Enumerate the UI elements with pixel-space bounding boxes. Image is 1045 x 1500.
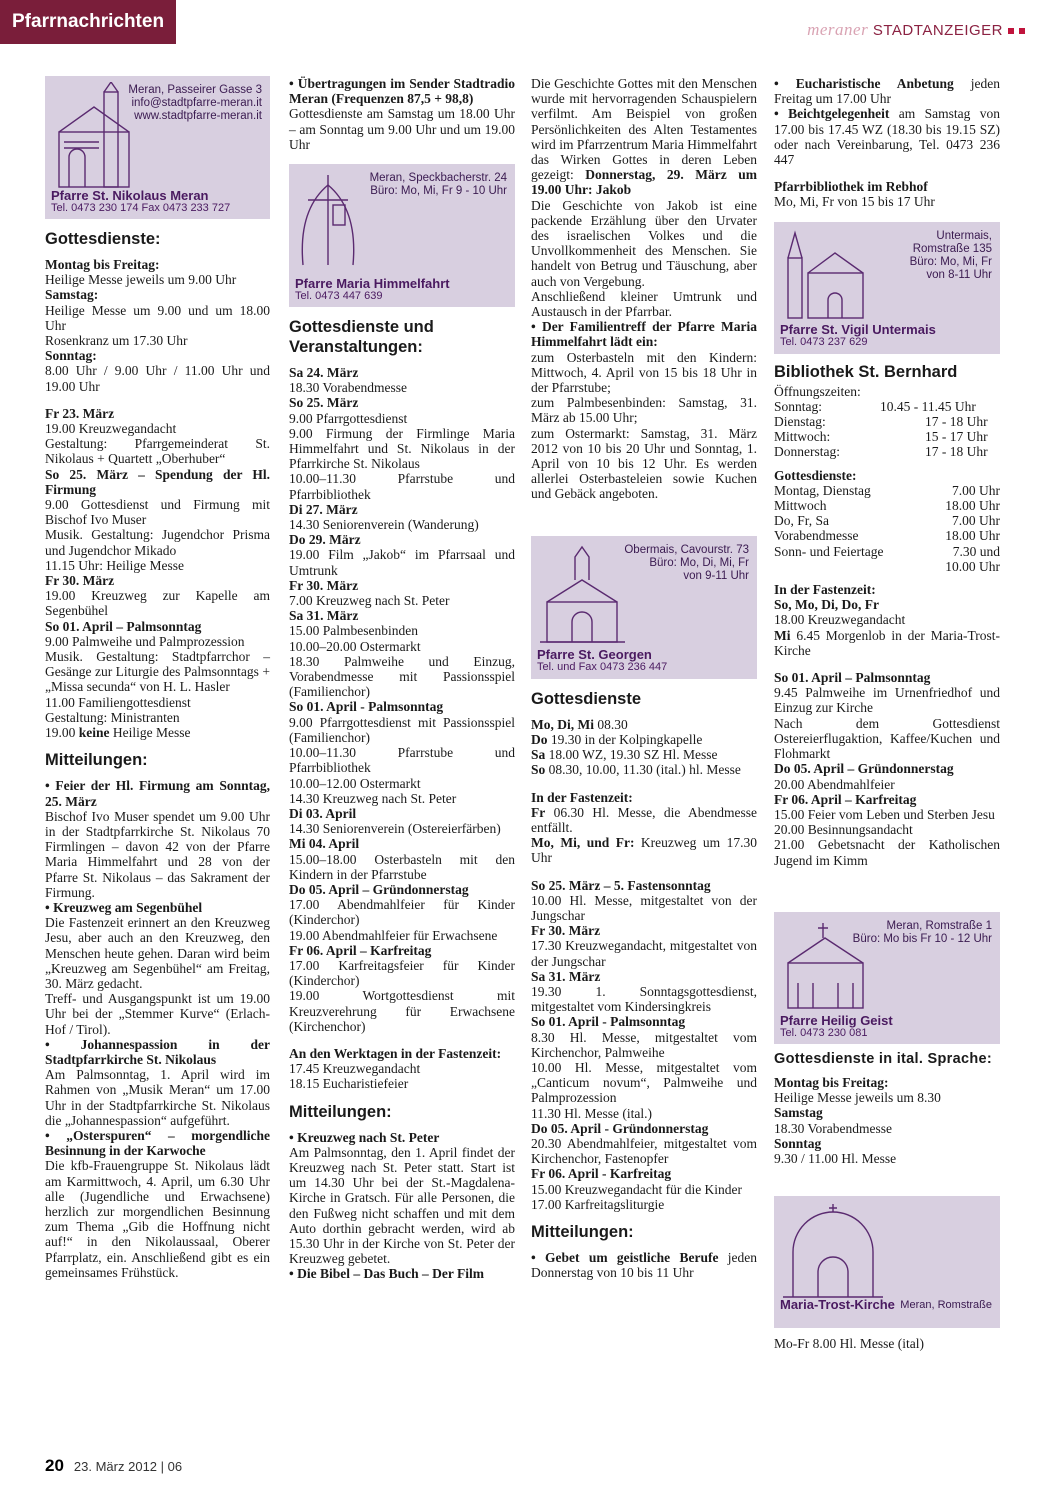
parish-card-st-nikolaus xyxy=(45,76,270,219)
parish-card-maria-himmelfahrt xyxy=(289,164,515,307)
text-line: Pfarrbibliothek im Rebhof xyxy=(774,179,928,195)
text-line: Heilige Messe jeweils um 8.30 xyxy=(774,1090,941,1106)
text-line: 14.30 Kreuzweg nach St. Peter xyxy=(289,790,457,806)
text-line: • Eucharistische Anbetung jeden Freitag um 17.00 Uhr xyxy=(774,76,1000,107)
text-line: 20.00 Abendmahlfeier xyxy=(774,776,895,792)
text-line: In der Fastenzeit: xyxy=(774,582,876,598)
text-line: • Gebet um geistliche Berufe jeden Donnerstag von 10 bis 11 Uhr xyxy=(531,1249,757,1281)
text-line: Fr 30. März xyxy=(531,923,601,939)
church-icon xyxy=(535,542,630,647)
text-line: 14.30 Seniorenverein (Wanderung) xyxy=(289,517,479,533)
text-line: 15.00 Kreuzwegandacht für die Kinder xyxy=(531,1181,743,1197)
text-line: Gottesdienste am Samstag um 18.00 Uhr – am Sonntag um 9.00 Uhr und um 19.00 Uhr xyxy=(289,106,515,152)
text-line: 19.00 Film „Jakob“ im Pfarrsaal und Umtrunk xyxy=(289,547,515,578)
text-line: Fr 30. März xyxy=(45,573,115,589)
card-tel: Tel. 0473 230 174 Fax 0473 233 727 xyxy=(51,201,231,214)
text-line: • „Osterspuren“ – morgendliche Besinnung in der Karwoche xyxy=(45,1127,270,1159)
text-line: Sa 31. März xyxy=(289,608,359,624)
text-line: Treff- und Ausgangspunkt ist um 19.00 Uhr bei der „Stemmer Kurve“ (Erlach-Hof / Tirol). xyxy=(45,991,270,1037)
card-address: Meran, Romstraße 1 Büro: Mo bis Fr 10 - 12 Uhr xyxy=(852,919,992,945)
text-line: So 25. März xyxy=(289,395,359,411)
text-line: Montag bis Freitag: xyxy=(45,257,160,272)
text-line: 17.30 Kreuzwegandacht, mitgestaltet von der Jungschar xyxy=(531,938,757,969)
text-line: 14.30 Seniorenverein (Ostereierfärben) xyxy=(289,821,501,837)
text-line: 9.30 / 11.00 Hl. Messe xyxy=(774,1150,897,1166)
church-icon xyxy=(49,82,139,192)
text-line: Do 19.30 in der Kolpingkapelle xyxy=(531,731,703,747)
text-line: • Kreuzweg nach St. Peter xyxy=(289,1129,440,1145)
card-name: Maria-Trost-Kirche xyxy=(780,1296,895,1312)
text-line: Anschließend kleiner Umtrunk und Austausch in der Pfarrbar. xyxy=(531,288,757,320)
text-line: Am Palmsonntag, 1. April wird im Rahmen von „Musik Meran“ um 17.00 Uhr in der Stadtpfarrkirche St. Nikolaus die „Johannespassion“ aufgeführt. xyxy=(45,1067,270,1128)
text-line: 11.30 Hl. Messe (ital.) xyxy=(531,1105,652,1121)
text-line: Bischof Ivo Muser spendet um 9.00 Uhr in der Stadtpfarrkirche St. Nikolaus 70 Firmlingen – davon 42 von der Pfarre Maria Himmelfahrt und 28 von der Pfarre St. Nikolaus – das Sakrament der Firmung. xyxy=(45,808,270,900)
card-tel: Tel. 0473 230 081 xyxy=(780,1026,868,1039)
text-line: Mo, Mi, Fr von 15 bis 17 Uhr xyxy=(774,194,935,210)
column-3 xyxy=(531,76,757,1280)
text-line: Fr 06. April – Karfreitag xyxy=(774,791,917,807)
text-line: Samstag xyxy=(774,1105,823,1121)
text-line: 9.00 Palmweihe und Palmprozession xyxy=(45,633,245,649)
text-line: Am Palmsonntag, den 1. April findet der Kreuzweg nach St. Peter statt. Start ist um 14.30 Uhr bei der St.-Magdalena-Kirche in Gratsch. Für alle Personen, die den Fußweg nicht schaffen und mit dem Auto dorthin gebracht werden, wird ab 15.30 Uhr in der Kirche von St. Peter der Kreuzweg gebetet. xyxy=(289,1144,515,1267)
text-line: Die kfb-Frauengruppe St. Nikolaus lädt am Karmittwoch, 4. April, um 6.30 Uhr alle (Jugendliche und Erwachsene) herzlich zur morgendlichen Besinnung zum Thema „Gib die Hoffnung nicht auf!“ in den Nikolaussaal, Oberer Pfarrplatz, ein. Anschließend gibt es ein gemeinsames Frühstück. xyxy=(45,1158,270,1280)
text-line: 20.30 Abendmahlfeier, mitgestaltet vom Kirchenchor, Fastenopfer xyxy=(531,1135,757,1167)
text-line: Sa 24. März xyxy=(289,365,359,381)
text-line: 9.00 Pfarrgottesdienst mit Passionsspiel (Familienchor) xyxy=(289,714,515,745)
text-line: 11.00 Familiengottesdienst xyxy=(45,694,191,710)
text-line: zum Palmbesenbinden: Samstag, 31. März ab 15.00 Uhr; xyxy=(531,395,757,426)
issue-date: 23. März 2012 | 06 xyxy=(73,1459,183,1474)
text-line: • Johannespassion in der Stadtpfarrkirche St. Nikolaus xyxy=(45,1036,270,1067)
text-line: 19.00 Wortgottesdienst mit Kreuzverehrung für Erwachsene (Kirchenchor) xyxy=(289,988,515,1034)
text-line: So 25. März – Spendung der Hl. Firmung xyxy=(45,466,270,497)
heading: Gottesdienste: xyxy=(45,230,161,248)
section-title: Pfarrnachrichten xyxy=(0,0,176,44)
text-line: Fr 06.30 Hl. Messe, die Abendmesse entfällt. xyxy=(531,804,757,835)
card-address: Meran, Speckbacherstr. 24 Büro: Mo, Mi, Fr 9 - 10 Uhr xyxy=(369,172,507,198)
text-line: Do 05. April – Gründonnerstag xyxy=(289,881,469,897)
heading: Mitteilungen: xyxy=(45,751,148,770)
text-line: So 01. April - Palmsonntag xyxy=(289,699,444,715)
text-line: Mi 6.45 Morgenlob in der Maria-Trost-Kirche xyxy=(774,627,1000,658)
heading: Gottesdienste und Veranstaltungen: xyxy=(289,318,434,357)
card-name: Pfarre St. Nikolaus Meran xyxy=(51,187,209,203)
text-line: Die Geschichte Gottes mit den Menschen wurde mit hervorragenden Schauspielern verfilmt. Am Beispiel von großen Persönlichkeiten des Alten Testamentes wird im Pfarrzentrum Maria Himmelfahrt das Wirken Gottes in deren Leben gezeigt: Donnerstag, 29. März um 19.00 Uhr: Jakob xyxy=(531,76,758,198)
text-line: Montag bis Freitag: xyxy=(774,1074,889,1090)
text-line: Samstag: xyxy=(45,287,99,303)
text-line: 18.30 Vorabendmesse xyxy=(774,1120,892,1136)
text-line: 17.00 Karfreitagsliturgie xyxy=(531,1196,665,1212)
text-line: 18.00 Kreuzwegandacht xyxy=(774,612,906,628)
text-line: Die Geschichte von Jakob ist eine packende Erzählung über den Urvater des israelischen Volkes und die Unvollkommenheit des Menschen. Sie handelt von Betrug und Täuschung, aber auch von Vergebung. xyxy=(531,197,757,289)
heading: Bibliothek St. Bernhard xyxy=(774,362,958,381)
text-line: Do 29. März xyxy=(289,532,361,548)
text-line: Do 05. April – Gründonnerstag xyxy=(774,761,954,777)
text-line: Sa 31. März xyxy=(531,968,601,984)
text-line: zum Osterbasteln mit den Kindern: Mittwoch, 4. April von 15 bis 18 Uhr in der Pfarrstube; xyxy=(531,349,757,396)
text-line: 19.30 1. Sonntagsgottesdienst, mitgestaltet vom Kindersingkreis xyxy=(531,983,757,1015)
card-tel: Tel. 0473 447 639 xyxy=(295,289,383,302)
heading: Gottesdienste in ital. Sprache: xyxy=(774,1050,992,1067)
column-1 xyxy=(45,76,270,1280)
text-line: Sonntag xyxy=(774,1135,822,1151)
opening-hours-table: Sonntag: 10.45 - 11.45 Uhr Dienstag: 17 - 18 Uhr Mittwoch: 15 - 17 Uhr Donnerstag: 17 - 18 Uhr xyxy=(774,398,988,460)
text-line: • Kreuzweg am Segenbühel xyxy=(45,899,203,915)
text-line: 10.00–11.30 Pfarrstube und Pfarrbibliothek xyxy=(289,745,515,776)
card-tel: Tel. 0473 237 629 xyxy=(780,336,868,349)
text-line: 20.00 Besinnungsandacht xyxy=(774,822,913,838)
text-line: In der Fastenzeit: xyxy=(531,789,633,805)
parish-card-heilig-geist xyxy=(774,912,1000,1044)
text-line: 9.45 Palmweihe im Urnenfriedhof und Einzug zur Kirche xyxy=(774,685,1000,716)
text-line: Nach dem Gottesdienst Ostereierflugaktion, Kaffee/Kuchen und Flohmarkt xyxy=(774,715,1000,762)
text-line: So 01. April – Palmsonntag xyxy=(45,618,202,634)
heading: Mitteilungen: xyxy=(289,1102,392,1121)
page-number: 20 xyxy=(45,1456,64,1475)
text-line: Mi 04. April xyxy=(289,836,360,852)
text-line: So 01. April - Palmsonntag xyxy=(531,1014,686,1030)
parish-card-st-vigil xyxy=(774,222,1000,354)
text-line: Gottesdienste: xyxy=(774,467,857,483)
text-line: 18.30 Vorabendmesse xyxy=(289,380,407,396)
text-line: Mo-Fr 8.00 Hl. Messe (ital) xyxy=(774,1336,924,1352)
page-footer xyxy=(45,1456,182,1476)
text-line: 8.00 Uhr / 9.00 Uhr / 11.00 Uhr und 19.00 Uhr xyxy=(45,363,270,394)
text-line: 7.00 Kreuzweg nach St. Peter xyxy=(289,593,450,609)
card-address: Meran, Romstraße xyxy=(900,1299,992,1312)
text-line: Mo, Di, Mi 08.30 xyxy=(531,716,628,732)
text-line: 19.00 Abendmahlfeier für Erwachsene xyxy=(289,927,498,943)
card-address: Meran, Passeirer Gasse 3 info@stadtpfarre-meran.it www.stadtpfarre-meran.it xyxy=(128,84,262,122)
text-line: Sonntag: xyxy=(45,348,97,364)
text-line: 17.00 Karfreitagsfeier für Kinder (Kinderchor) xyxy=(289,957,515,989)
brand-logo: meraner STADTANZEIGER xyxy=(807,20,1025,40)
cross-logo-icon xyxy=(293,170,363,270)
text-line: Mo, Mi, und Fr: Kreuzweg um 17.30 Uhr xyxy=(531,835,757,866)
text-line: Sa 18.00 WZ, 19.30 SZ Hl. Messe xyxy=(531,747,718,763)
card-name: Pfarre Maria Himmelfahrt xyxy=(295,275,450,291)
text-line: Musik. Gestaltung: Jugendchor Prisma und Jugendchor Mikado xyxy=(45,527,270,558)
column-4 xyxy=(774,76,1000,1351)
parish-card-st-georgen xyxy=(531,536,757,679)
text-line: Heilige Messe jeweils um 9.00 Uhr xyxy=(45,272,237,288)
card-address: Untermais, Romstraße 135 Büro: Mo, Mi, Fr von 8-11 Uhr xyxy=(909,229,992,281)
text-line: 9.00 Firmung der Firmlinge Maria Himmelfahrt und St. Nikolaus in der Pfarrkirche St. Nikolaus xyxy=(289,425,515,472)
text-line: Musik. Gestaltung: Stadtpfarrchor – Gesänge zur Liturgie des Palmsonntags + „Missa secunda“ von H. L. Hasler xyxy=(45,649,270,695)
text-line: 10.00–11.30 Pfarrstube und Pfarrbibliothek xyxy=(289,471,515,502)
text-line: Fr 06. April - Karfreitag xyxy=(531,1166,672,1182)
card-address: Obermais, Cavourstr. 73 Büro: Mo, Di, Mi, Fr von 9-11 Uhr xyxy=(624,543,749,582)
card-tel: Tel. und Fax 0473 236 447 xyxy=(537,661,668,674)
text-line: Gestaltung: Ministranten xyxy=(45,709,180,725)
text-line: 11.15 Uhr: Heilige Messe xyxy=(45,557,184,573)
text-line: • Der Familientreff der Pfarre Maria Himmelfahrt lädt ein: xyxy=(531,319,757,350)
text-line: So, Mo, Di, Do, Fr xyxy=(774,597,879,613)
text-line: 19.00 keine Heilige Messe xyxy=(45,725,191,741)
text-line: • Beichtgelegenheit am Samstag von 17.00 bis 17.45 WZ (18.30 bis 19.15 SZ) oder nach Vereinbarung, Tel. 0473 236 447 xyxy=(774,106,1000,168)
card-name: Pfarre St. Vigil Untermais xyxy=(780,322,936,338)
text-line: Heilige Messe um 9.00 und um 18.00 Uhr xyxy=(45,302,270,333)
text-line: 9.00 Gottesdienst und Firmung mit Bischof Ivo Muser xyxy=(45,497,270,528)
text-line: 10.00 Hl. Messe, mitgestaltet von der Jungschar xyxy=(531,892,757,923)
text-line: Di 27. März xyxy=(289,501,358,517)
card-name: Pfarre Heilig Geist xyxy=(780,1012,893,1028)
text-line: Rosenkranz um 17.30 Uhr xyxy=(45,333,188,349)
heading: Mitteilungen: xyxy=(531,1222,634,1241)
text-line: 19.00 Kreuzwegandacht xyxy=(45,421,177,437)
heading: Gottesdienste xyxy=(531,689,642,708)
text-line: Do 05. April - Gründonnerstag xyxy=(531,1120,709,1136)
text-line: 21.00 Gebetsnacht der Katholischen Jugend im Kimm xyxy=(774,837,1000,868)
text-line: Fr 30. März xyxy=(289,577,359,593)
text-line: zum Ostermarkt: Samstag, 31. März 2012 von 10 bis 20 Uhr und Sonntag, 1. April von 10 bis 12 Uhr. Es werden allerlei Osterbasteleien sowie Kuchen und Gebäck angeboten. xyxy=(531,425,757,502)
text-line: 9.00 Pfarrgottesdienst xyxy=(289,410,408,426)
text-line: So 01. April – Palmsonntag xyxy=(774,670,931,686)
text-line: Fr 06. April – Karfreitag xyxy=(289,942,432,958)
text-line: 19.00 Kreuzweg zur Kapelle am Segenbühel xyxy=(45,588,270,619)
text-line: Gestaltung: Pfarrgemeinderat St. Nikolaus + Quartett „Oberhuber“ xyxy=(45,436,270,467)
text-line: 10.00–12.00 Ostermarkt xyxy=(289,775,421,791)
text-line: • Die Bibel – Das Buch – Der Film xyxy=(289,1266,484,1282)
column-2 xyxy=(289,76,515,1282)
text-line: Di 03. April xyxy=(289,805,357,821)
text-line: An den Werktagen in der Fastenzeit: xyxy=(289,1045,502,1061)
text-line: 17.00 Abendmahlfeier für Kinder (Kinderchor) xyxy=(289,897,515,928)
text-line: 18.30 Palmweihe und Einzug, Vorabendmesse mit Passionsspiel (Familienchor) xyxy=(289,653,515,700)
text-line: Die Fastenzeit erinnert an den Kreuzweg Jesu, aber auch an den Kreuzweg, den Menschen heute gehen. Daran wird beim „Kreuzweg am Segenbühel“ am Freitag, 30. März gedacht. xyxy=(45,915,270,991)
text-line: 10.00 Hl. Messe, mitgestaltet vom „Canticum novum“, Palmweihe und Palmprozession xyxy=(531,1059,757,1106)
text-line: • Übertragungen im Sender Stadtradio Meran (Frequenzen 87,5 + 98,8) xyxy=(289,76,515,107)
church-icon xyxy=(778,228,868,328)
text-line: Fr 23. März xyxy=(45,405,115,421)
text-line: Öffnungszeiten: xyxy=(774,383,861,399)
text-line: So 08.30, 10.00, 11.30 (ital.) hl. Messe xyxy=(531,762,741,778)
text-line: 17.45 Kreuzwegandacht xyxy=(289,1061,421,1077)
text-line: 15.00 Palmbesenbinden xyxy=(289,623,418,639)
mass-times-table: Montag, Dienstag 7.00 Uhr Mittwoch 18.00 Uhr Do, Fr, Sa 7.00 Uhr Vorabendmesse 18.00 Uhr Sonn- und Feiertage 7.30 und 10.00 Uhr xyxy=(774,482,1000,574)
text-line: So 25. März – 5. Fastensonntag xyxy=(531,877,711,893)
text-line: 10.00–20.00 Ostermarkt xyxy=(289,638,421,654)
text-line: 15.00–18.00 Osterbasteln mit den Kindern in der Pfarrstube xyxy=(289,851,515,882)
text-line: 15.00 Feier vom Leben und Sterben Jesu xyxy=(774,806,995,822)
text-line: 8.30 Hl. Messe, mitgestaltet vom Kirchenchor, Palmweihe xyxy=(531,1029,757,1060)
church-card-maria-trost xyxy=(774,1196,1000,1328)
card-name: Pfarre St. Georgen xyxy=(537,647,652,663)
text-line: 18.15 Eucharistiefeier xyxy=(289,1076,409,1092)
text-line: • Feier der Hl. Firmung am Sonntag, 25. März xyxy=(45,778,270,809)
church-icon xyxy=(778,1202,888,1307)
